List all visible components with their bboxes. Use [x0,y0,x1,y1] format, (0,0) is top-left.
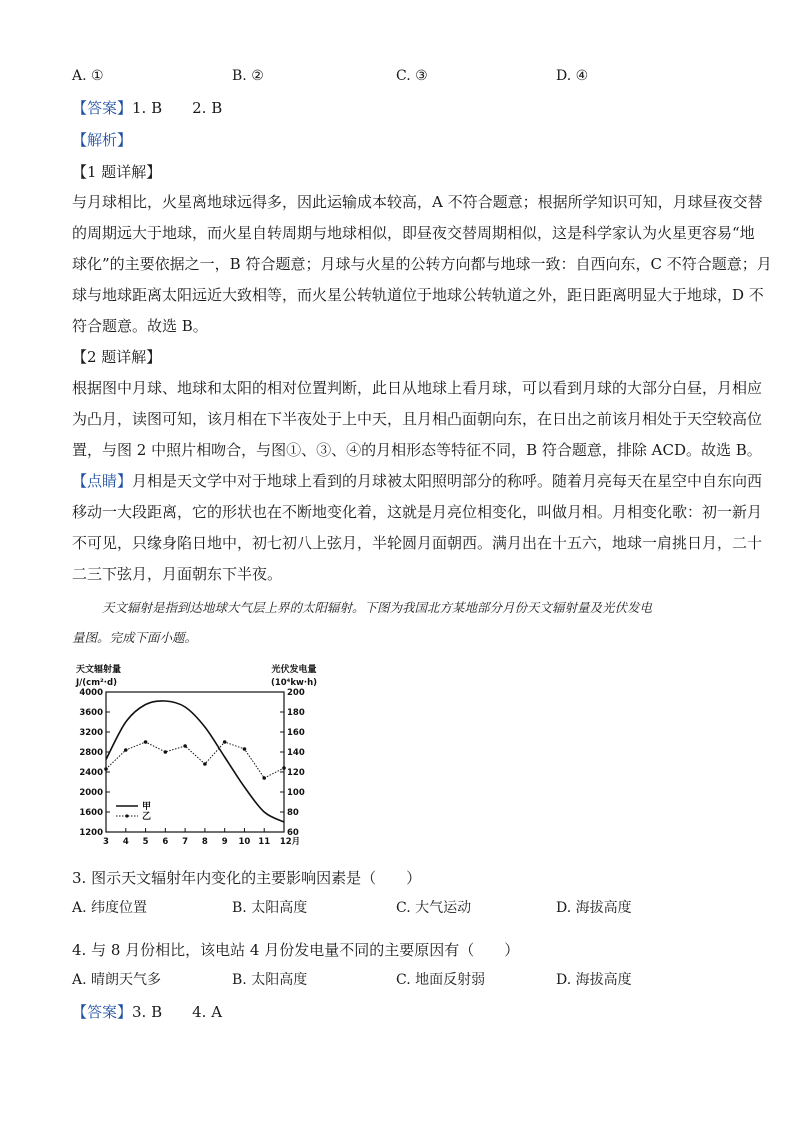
answer-text: 3. B 4. A [132,1003,223,1021]
series-yi-point [104,767,108,771]
q4-stem: 4. 与 8 月份相比，该电站 4 月份发电量不同的主要原因有（ ） [72,941,520,959]
series-yi-point [243,747,247,751]
q4-option-a: A. 晴朗天气多 [72,972,162,988]
radiation-chart [72,660,332,850]
q3-option-c: C. 大气运动 [396,900,472,916]
right-tick-label: 100 [287,788,305,798]
q1-line: 的周期远大于地球，而火星自转周期与地球相似，即昼夜交替周期相似，这是科学家认为火星更容易“地 [72,224,755,242]
tip-line [72,471,762,491]
right-axis-title: 光伏发电量 [271,665,317,675]
q3-option-a: A. 纬度位置 [72,900,148,916]
right-tick-label: 200 [287,688,305,698]
q1-line: 与月球相比，火星离地球远得多，因此运输成本较高，A 不符合题意；根据所学知识可知，月球昼夜交替 [72,193,763,211]
option-c: C. ③ [396,68,428,84]
x-tick-label: 10 [238,837,251,847]
series-yi-point [282,766,286,770]
x-tick-label: 6 [162,837,169,847]
tip-text: 月相是天文学中对于地球上看到的月球被太阳照明部分的称呼。随着月亮每天在星空中自东向西 [132,472,763,490]
legend-jia-label: 甲 [142,802,152,812]
left-tick-label: 1600 [79,808,103,818]
q2-line: 根据图中月球、地球和太阳的相对位置判断，此日从地球上看月球，可以看到月球的大部分白昼，月相应 [72,379,763,397]
left-tick-label: 1200 [79,828,103,838]
tip-line: 不可见，只缘身陷日地中，初七初八上弦月，半轮圆月面朝西。满月出在十五六，地球一肩挑日月，二十 [72,534,763,552]
series-yi-point [164,750,168,754]
left-tick-label: 3600 [79,708,103,718]
q4-option-d: D. 海拔高度 [556,972,632,988]
q2-line: 置，与图 2 中照片相吻合，与图①、③、④的月相形态等特征不同，B 符合题意，排除 ACD。故选 B。 [72,441,762,459]
answer-line-2 [72,1002,222,1022]
x-tick-label: 5 [142,837,149,847]
right-tick-label: 160 [287,728,305,738]
q4-option-b: B. 太阳高度 [232,972,308,988]
answer-tag: 【答案】 [72,1003,133,1021]
answer-text: 1. B 2. B [132,99,223,117]
series-yi-point [223,740,227,744]
left-tick-label: 4000 [79,688,103,698]
x-tick-label: 9 [221,837,228,847]
option-d: D. ④ [556,68,589,84]
x-tick-label: 8 [201,837,208,847]
right-tick-label: 80 [287,808,299,818]
q2-line: 为凸月，读图可知，该月相在下半夜处于上中天，且月相凸面朝向东，在日出之前该月相处于天空较高位 [72,410,763,428]
analysis-tag: 【解析】 [72,131,133,149]
q4-option-c: C. 地面反射弱 [396,972,486,988]
x-tick-label: 7 [182,837,189,847]
x-tick-label: 4 [122,837,129,847]
left-tick-label: 2000 [79,788,103,798]
left-tick-label: 2400 [79,768,103,778]
q1-line: 符合题意。故选 B。 [72,317,208,335]
x-tick-label: 12月 [279,837,301,847]
q1-line: 球与地球距离太阳远近大致相等，而火星公转轨道位于地球公转轨道之外，距日距离明显大于地球，D 不 [72,286,764,304]
q3-option-d: D. 海拔高度 [556,900,632,916]
answer-line [72,98,222,118]
tip-line: 二三下弦月，月面朝东下半夜。 [72,565,283,583]
q1-heading: 【1 题详解】 [72,163,162,181]
left-tick-label: 3200 [79,728,103,738]
left-tick-label: 2800 [79,748,103,758]
right-tick-label: 120 [287,768,305,778]
right-tick-label: 140 [287,748,305,758]
legend-yi-marker [125,814,128,817]
series-yi-point [124,748,128,752]
right-axis-unit: (10⁴kw·h) [270,678,318,688]
series-jia-line [106,701,284,822]
tip-line: 移动一大段距离，它的形状也在不断地变化着，这就是月亮位相变化，叫做月相。月相变化歌：初一新月 [72,503,763,521]
series-yi-point [183,744,187,748]
series-yi-line [106,742,284,778]
left-axis-title: 天文辐射量 [76,665,122,675]
left-axis-unit: J/(cm²·d) [76,678,117,688]
legend-yi-label: 乙 [142,812,152,822]
q2-heading: 【2 题详解】 [72,348,162,366]
option-b: B. ② [232,68,264,84]
intro-line: 量图。完成下面小题。 [72,630,198,645]
q3-stem: 3. 图示天文辐射年内变化的主要影响因素是（ ） [72,869,422,887]
q3-option-b: B. 太阳高度 [232,900,308,916]
x-tick-label: 11 [258,837,271,847]
x-tick-label: 3 [103,837,109,847]
series-yi-point [144,740,148,744]
series-yi-point [262,776,266,780]
option-a: A. ① [72,68,104,84]
tip-tag: 【点睛】 [72,472,133,490]
answer-tag: 【答案】 [72,99,133,117]
intro-line: 天文辐射是指到达地球大气层上界的太阳辐射。下图为我国北方某地部分月份天文辐射量及光伏发电 [102,600,653,615]
right-tick-label: 60 [287,828,299,838]
right-tick-label: 180 [287,708,305,718]
q1-line: 球化”的主要依据之一，B 符合题意；月球与火星的公转方向都与地球一致：自西向东，C 不符合题意；月 [72,255,772,273]
series-yi-point [203,762,207,766]
